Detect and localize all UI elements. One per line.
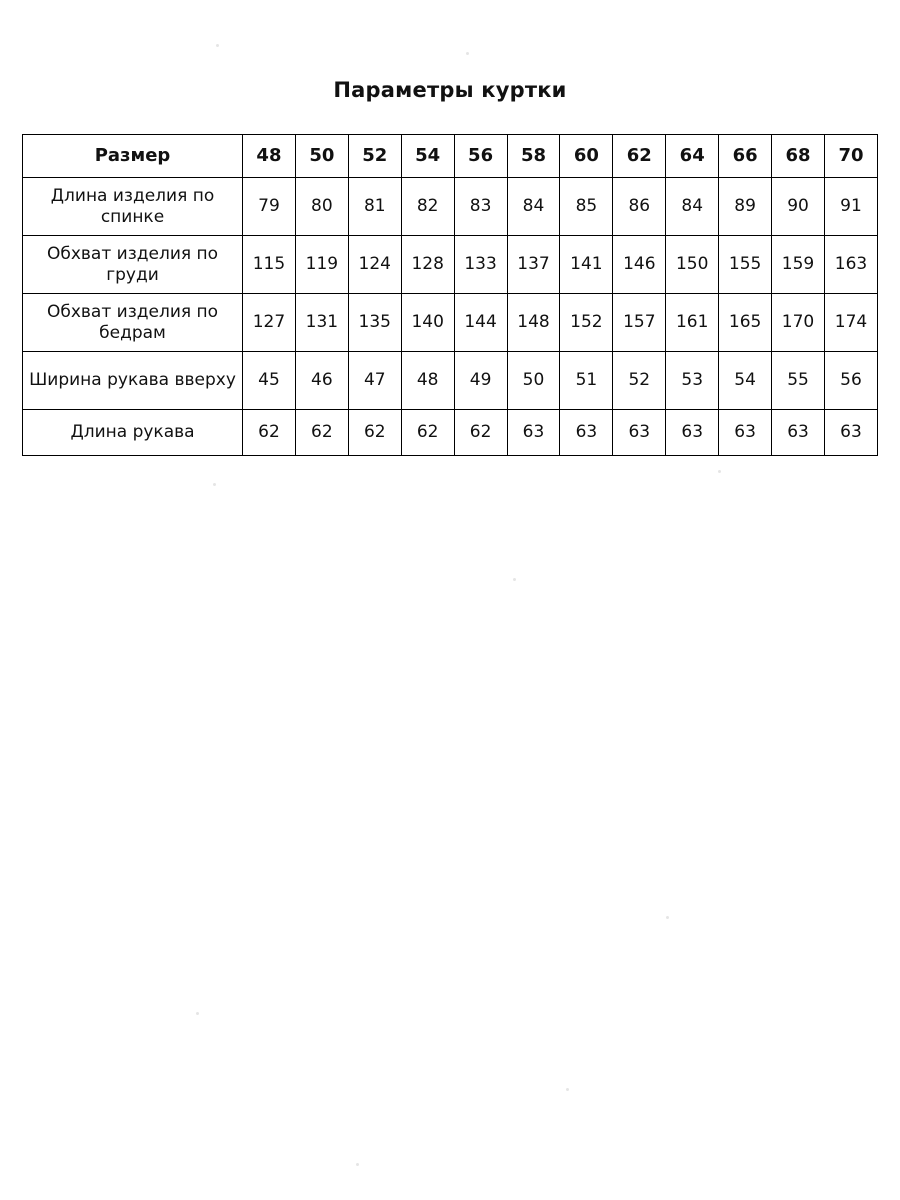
cell-r2-c2: 135 — [348, 294, 401, 352]
cell-r0-c4: 83 — [454, 178, 507, 236]
cell-r3-c0: 45 — [243, 352, 296, 410]
cell-r0-c2: 81 — [348, 178, 401, 236]
cell-r1-c6: 141 — [560, 236, 613, 294]
column-header-54: 54 — [401, 135, 454, 178]
table-row — [23, 352, 878, 410]
scan-speck — [513, 578, 516, 581]
row-label-hips: Обхват изделия по бедрам — [23, 294, 243, 352]
table-row — [23, 236, 878, 294]
cell-r4-c3: 62 — [401, 410, 454, 456]
cell-r0-c1: 80 — [295, 178, 348, 236]
scan-speck — [566, 1088, 569, 1091]
cell-r0-c7: 86 — [613, 178, 666, 236]
column-header-70: 70 — [824, 135, 877, 178]
cell-r3-c5: 50 — [507, 352, 560, 410]
cell-r2-c8: 161 — [666, 294, 719, 352]
column-header-60: 60 — [560, 135, 613, 178]
cell-r1-c7: 146 — [613, 236, 666, 294]
cell-r2-c6: 152 — [560, 294, 613, 352]
column-header-68: 68 — [772, 135, 825, 178]
cell-r4-c0: 62 — [243, 410, 296, 456]
cell-r3-c4: 49 — [454, 352, 507, 410]
cell-r1-c5: 137 — [507, 236, 560, 294]
scan-speck — [466, 52, 469, 55]
column-header-62: 62 — [613, 135, 666, 178]
cell-r3-c1: 46 — [295, 352, 348, 410]
cell-r1-c4: 133 — [454, 236, 507, 294]
cell-r4-c11: 63 — [824, 410, 877, 456]
cell-r0-c5: 84 — [507, 178, 560, 236]
cell-r3-c11: 56 — [824, 352, 877, 410]
cell-r4-c5: 63 — [507, 410, 560, 456]
cell-r2-c4: 144 — [454, 294, 507, 352]
cell-r2-c10: 170 — [772, 294, 825, 352]
column-header-66: 66 — [719, 135, 772, 178]
scan-speck — [213, 483, 216, 486]
table-header — [23, 135, 878, 178]
cell-r1-c1: 119 — [295, 236, 348, 294]
row-label-chest: Обхват изделия по груди — [23, 236, 243, 294]
column-header-64: 64 — [666, 135, 719, 178]
cell-r1-c3: 128 — [401, 236, 454, 294]
cell-r4-c2: 62 — [348, 410, 401, 456]
size-table — [22, 134, 878, 456]
cell-r3-c3: 48 — [401, 352, 454, 410]
cell-r3-c2: 47 — [348, 352, 401, 410]
scan-speck — [718, 470, 721, 473]
size-table-container — [22, 134, 878, 456]
cell-r1-c11: 163 — [824, 236, 877, 294]
cell-r4-c9: 63 — [719, 410, 772, 456]
table-header-row — [23, 135, 878, 178]
cell-r0-c9: 89 — [719, 178, 772, 236]
column-header-50: 50 — [295, 135, 348, 178]
scan-speck — [356, 1163, 359, 1166]
cell-r3-c7: 52 — [613, 352, 666, 410]
cell-r3-c8: 53 — [666, 352, 719, 410]
cell-r2-c0: 127 — [243, 294, 296, 352]
cell-r1-c0: 115 — [243, 236, 296, 294]
cell-r4-c4: 62 — [454, 410, 507, 456]
cell-r2-c3: 140 — [401, 294, 454, 352]
cell-r4-c6: 63 — [560, 410, 613, 456]
column-header-size: Размер — [23, 135, 243, 178]
cell-r3-c6: 51 — [560, 352, 613, 410]
cell-r4-c7: 63 — [613, 410, 666, 456]
cell-r2-c1: 131 — [295, 294, 348, 352]
cell-r1-c10: 159 — [772, 236, 825, 294]
column-header-58: 58 — [507, 135, 560, 178]
cell-r0-c8: 84 — [666, 178, 719, 236]
row-label-sleeve-length: Длина рукава — [23, 410, 243, 456]
cell-r3-c10: 55 — [772, 352, 825, 410]
cell-r2-c9: 165 — [719, 294, 772, 352]
cell-r1-c9: 155 — [719, 236, 772, 294]
cell-r1-c2: 124 — [348, 236, 401, 294]
column-header-56: 56 — [454, 135, 507, 178]
cell-r2-c7: 157 — [613, 294, 666, 352]
cell-r4-c10: 63 — [772, 410, 825, 456]
scan-speck — [216, 44, 219, 47]
scan-speck — [666, 916, 669, 919]
cell-r4-c8: 63 — [666, 410, 719, 456]
cell-r2-c11: 174 — [824, 294, 877, 352]
table-row — [23, 410, 878, 456]
cell-r3-c9: 54 — [719, 352, 772, 410]
cell-r0-c11: 91 — [824, 178, 877, 236]
cell-r1-c8: 150 — [666, 236, 719, 294]
row-label-sleeve-width: Ширина рукава вверху — [23, 352, 243, 410]
row-label-length-back: Длина изделия по спинке — [23, 178, 243, 236]
table-row — [23, 294, 878, 352]
cell-r0-c6: 85 — [560, 178, 613, 236]
table-row — [23, 178, 878, 236]
column-header-48: 48 — [243, 135, 296, 178]
cell-r4-c1: 62 — [295, 410, 348, 456]
page-title: Параметры куртки — [333, 78, 567, 102]
scan-speck — [196, 1012, 199, 1015]
table-body — [23, 178, 878, 456]
column-header-52: 52 — [348, 135, 401, 178]
cell-r0-c0: 79 — [243, 178, 296, 236]
cell-r0-c3: 82 — [401, 178, 454, 236]
cell-r2-c5: 148 — [507, 294, 560, 352]
cell-r0-c10: 90 — [772, 178, 825, 236]
